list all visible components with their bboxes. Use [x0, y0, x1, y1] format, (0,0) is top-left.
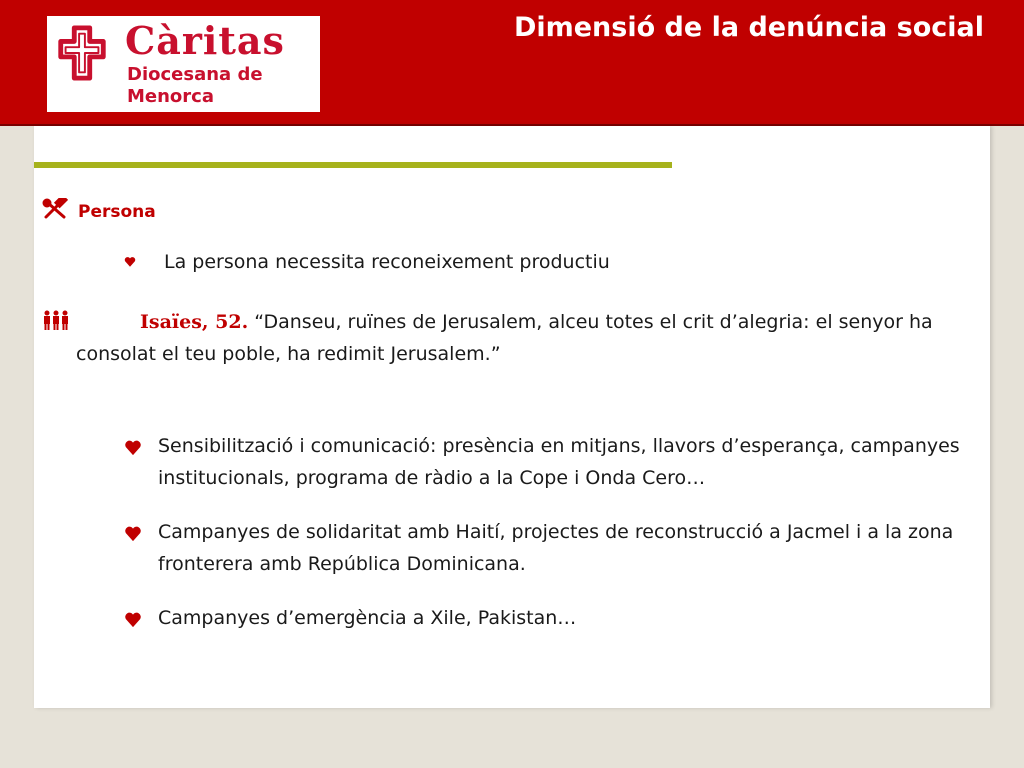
list-item — [124, 602, 984, 634]
list-item-text: Campanyes d’emergència a Xile, Pakistan… — [158, 607, 577, 629]
heart-bullet-icon — [124, 256, 136, 268]
quote-reference: Isaïes, 52. — [140, 311, 249, 333]
divider-line — [34, 162, 672, 168]
section-heading: Persona — [78, 202, 156, 222]
list-item-text: Sensibilització i comunicació: presència en mitjans, llavors d’esperança, campanyes institucionals, programa de ràdio a la Cope i Onda Cero… — [158, 435, 960, 489]
caritas-logo — [47, 16, 320, 112]
heart-bullet-icon — [124, 440, 142, 456]
logo-subtitle-line1: Diocesana de — [127, 64, 263, 85]
logo-subtitle — [127, 64, 263, 108]
slide-title: Dimensió de la denúncia social — [513, 12, 984, 43]
content-panel — [34, 126, 990, 708]
quote-block — [76, 306, 956, 370]
header-bar — [0, 0, 1024, 126]
logo-subtitle-line2: Menorca — [127, 86, 214, 107]
list-item — [124, 516, 984, 580]
heart-bullet-icon — [124, 612, 142, 628]
logo-name: Càritas — [125, 18, 285, 63]
first-bullet-text: La persona necessita reconeixement productiu — [164, 251, 610, 273]
list-item — [124, 430, 984, 494]
heart-bullet-icon — [124, 526, 142, 542]
caritas-cross-icon — [53, 24, 111, 82]
list-item-text: Campanyes de solidaritat amb Haití, projectes de reconstrucció a Jacmel i a la zona fronterera amb República Dominicana. — [158, 521, 954, 575]
quote-text: “Danseu, ruïnes de Jerusalem, alceu totes el crit d’alegria: el senyor ha consolat el teu poble, ha redimit Jerusalem.” — [76, 311, 933, 365]
people-icon — [42, 310, 70, 330]
tools-icon — [42, 198, 68, 220]
